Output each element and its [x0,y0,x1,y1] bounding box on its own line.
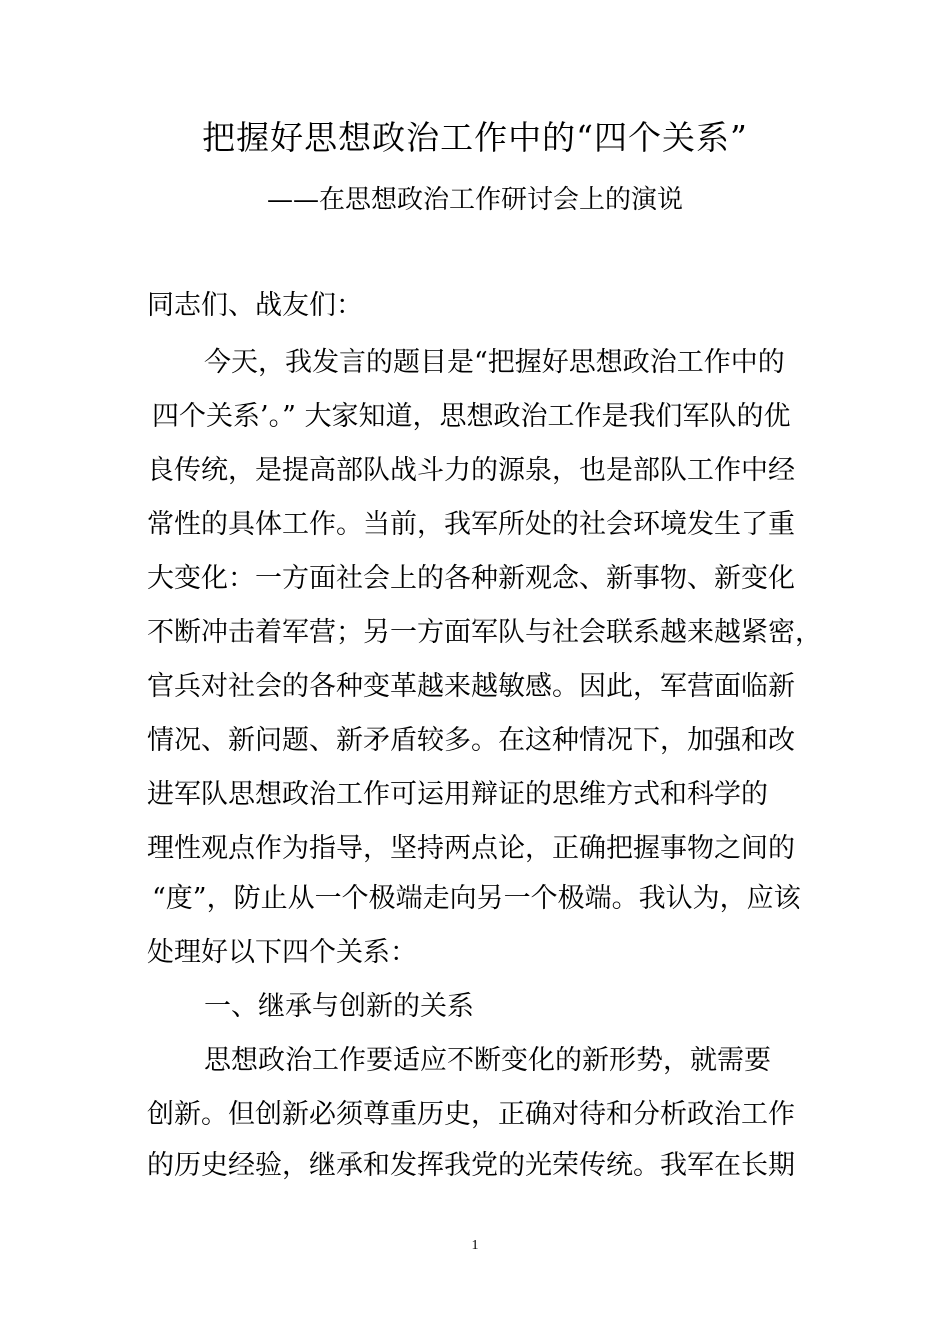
body-line: 思想政治工作要适应不断变化的新形势，就需要 [204,1045,771,1076]
body-line: 官兵对社会的各种变革越来越敏感。因此，军营面临新 [147,671,795,702]
document-subtitle: ——在思想政治工作研讨会上的演说 [266,185,683,215]
body-line: 不断冲击着军营；另一方面军队与社会联系越来越紧密， [147,617,822,648]
body-line: 的历史经验，继承和发挥我党的光荣传统。我军在长期 [147,1150,795,1181]
body-line: 四个关系’。” 大家知道，思想政治工作是我们军队的优 [152,401,791,432]
body-line: “度”，防止从一个极端走向另一个极端。我认为，应该 [152,883,801,914]
body-line: 良传统，是提高部队战斗力的源泉，也是部队工作中经 [147,455,795,486]
document-title: 把握好思想政治工作中的“四个关系” [202,118,748,157]
body-line: 处理好以下四个关系： [147,937,417,968]
page-number: 1 [471,1238,479,1253]
body-line: 常性的具体工作。当前，我军所处的社会环境发生了重 [147,509,795,540]
section-heading: 一、继承与创新的关系 [204,991,474,1022]
body-line: 进军队思想政治工作可运用辩证的思维方式和科学的 [147,779,768,810]
body-line: 理性观点作为指导，坚持两点论，正确把握事物之间的 [147,833,795,864]
body-line: 创新。但创新必须尊重历史，正确对待和分析政治工作 [147,1099,795,1130]
body-line: 情况、新问题、新矛盾较多。在这种情况下，加强和改 [147,725,795,756]
salutation-line: 同志们、战友们： [147,290,363,321]
body-line: 今天，我发言的题目是“把握好思想政治工作中的 [204,347,785,378]
body-line: 大变化：一方面社会上的各种新观念、新事物、新变化 [147,563,795,594]
